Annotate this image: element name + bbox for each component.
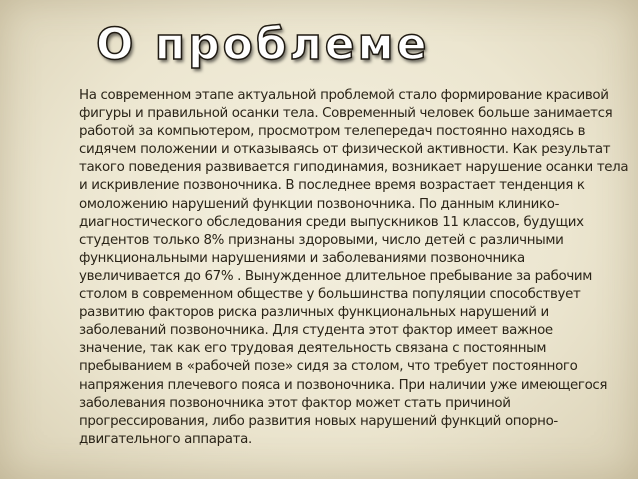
body-line: двигательного аппарата. xyxy=(79,431,252,447)
body-line: развитию факторов риска различных функциональных нарушений и xyxy=(79,305,549,321)
body-line: столом в современном обществе у большинства популяции способствует xyxy=(79,287,581,303)
body-line: такого поведения развивается гиподинамия, возникает нарушение осанки тела xyxy=(79,160,629,176)
slide-title: О проблеме xyxy=(96,19,430,70)
slide-body-text xyxy=(79,87,629,449)
body-line: диагностического обследования среди выпускников 11 классов, будущих xyxy=(79,214,584,230)
body-line: напряжения плечевого пояса и позвоночника. При наличии уже имеющегося xyxy=(79,377,608,393)
body-line: значение, так как его трудовая деятельность связана с постоянным xyxy=(79,341,547,357)
body-line: заболевания позвоночника этот фактор может стать причиной xyxy=(79,395,511,411)
body-line: работой за компьютером, просмотром телепередач постоянно находясь в xyxy=(79,124,586,140)
body-line: увеличивается до 67% . Вынужденное длительное пребывание за рабочим xyxy=(79,268,593,284)
body-line: и искривление позвоночника. В последнее время возрастает тенденция к xyxy=(79,178,585,194)
body-line: функциональными нарушениями и заболеваниями позвоночника xyxy=(79,250,525,266)
body-line: заболеваний позвоночника. Для студента этот фактор имеет важное xyxy=(79,323,553,339)
body-line: На современном этапе актуальной проблемой стало формирование красивой xyxy=(79,88,609,103)
body-line: пребыванием в «рабочей позе» сидя за столом, что требует постоянного xyxy=(79,359,578,375)
body-line: сидячем положении и отказываясь от физической активности. Как результат xyxy=(79,142,611,158)
body-line: студентов только 8% признаны здоровыми, число детей с различными xyxy=(79,232,564,248)
body-line: фигуры и правильной осанки тела. Современный человек больше занимается xyxy=(79,106,613,122)
body-line: омоложению нарушений функции позвоночника. По данным клинико- xyxy=(79,196,560,212)
body-line: прогрессирования, либо развития новых нарушений функций опорно- xyxy=(79,413,558,429)
